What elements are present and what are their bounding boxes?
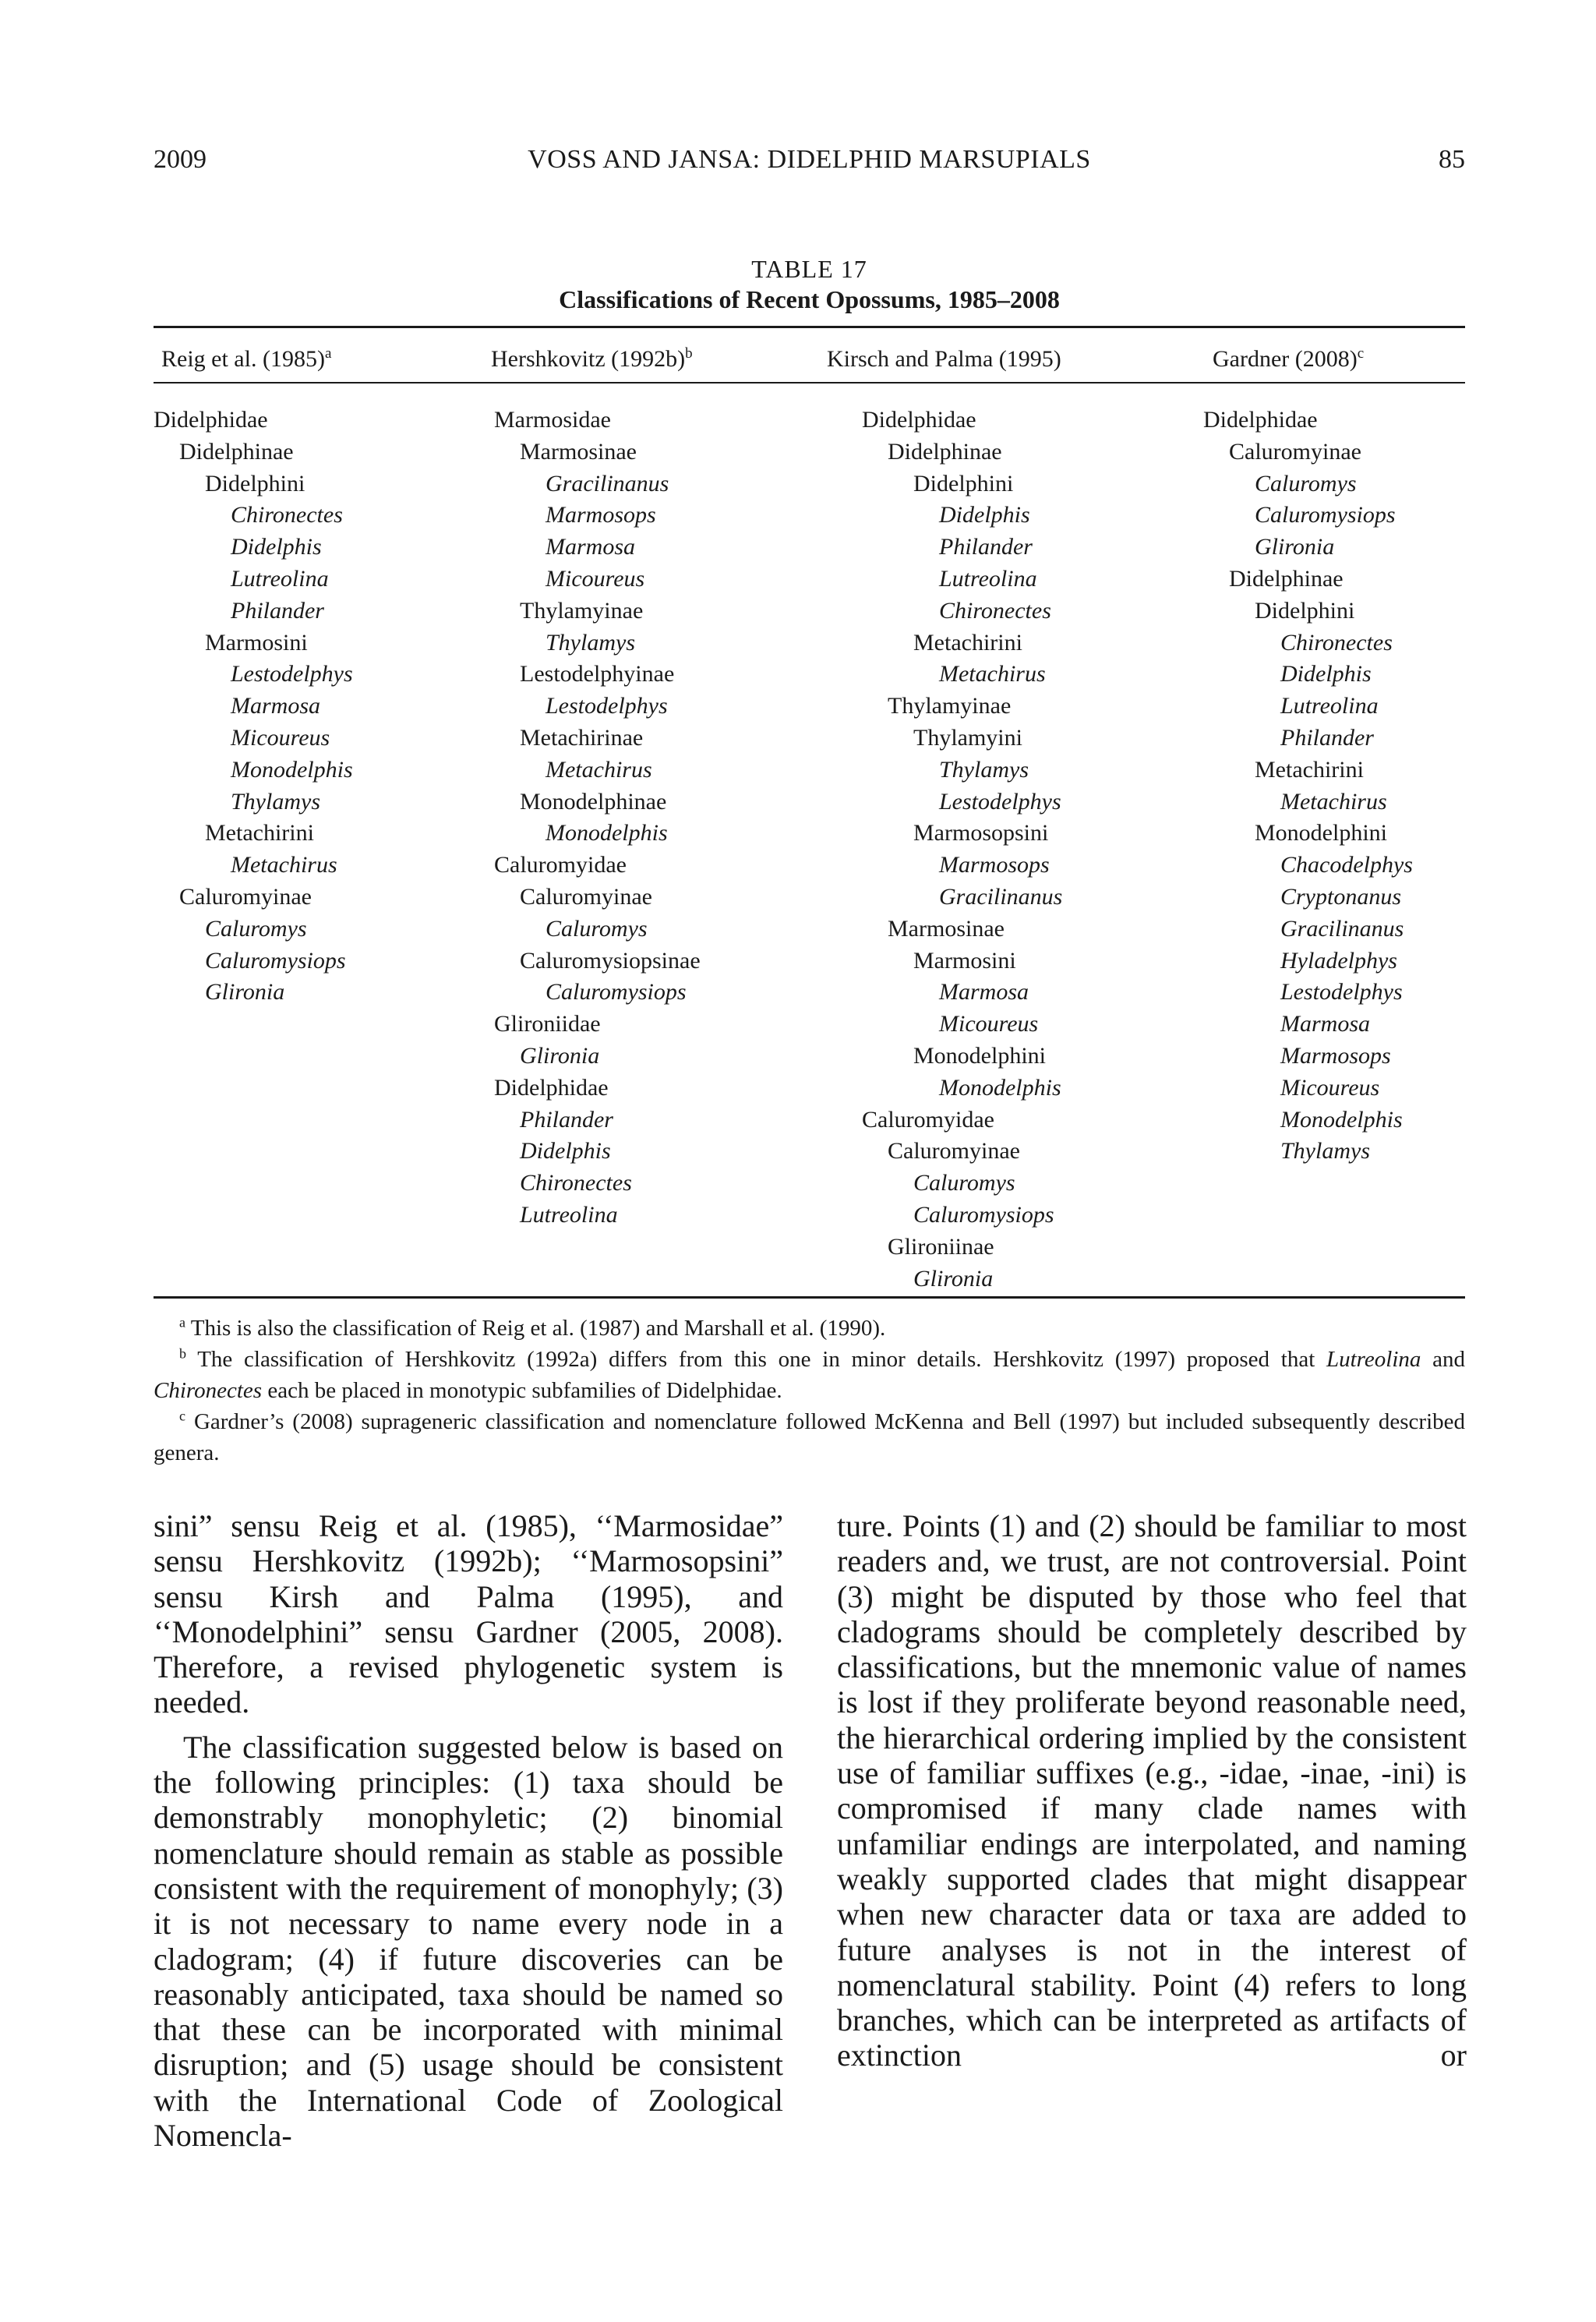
footnote-b: $^b$ The classification of Hershkovitz (1992a) differs from this one in minor details. Hershkovitz (1997) proposed that Lutreolina and Chironectes each be placed in monotypic subfamilies of Didelphidae.	[154, 1345, 1465, 1403]
column-header-kirsch-palma: Kirsch and Palma (1995)	[827, 346, 1061, 372]
table-cell: Metachirini	[1255, 756, 1364, 783]
table-cell: Thylamys	[546, 629, 635, 656]
table-cell: Marmosa	[546, 534, 636, 560]
table-cell: Thylamyini	[913, 724, 1022, 751]
table-cell: Caluromys	[546, 915, 648, 942]
table-cell: Metachirinae	[520, 724, 644, 751]
table-cell: Lutreolina	[1280, 693, 1379, 719]
column-header-reig: Reig et al. $(1985)^a$	[161, 345, 332, 372]
table-cell: Caluromyinae	[520, 883, 652, 910]
table-cell: Thylamys	[939, 756, 1029, 783]
table-cell: Glironiinae	[888, 1233, 994, 1260]
footnote-c: $^c$ Gardner’s (2008) suprageneric classification and nomenclature followed McKenna and Bell (1997) but included subsequently described genera.	[154, 1408, 1465, 1465]
table-cell: Caluromyidae	[494, 852, 627, 878]
column-header-gardner: Gardner $(2008)^c$	[1213, 345, 1365, 372]
table-cell: Didelphini	[1255, 597, 1355, 624]
table-cell: Lestodelphys	[939, 788, 1061, 815]
table-cell: Didelphis	[520, 1138, 611, 1165]
table-cell: Marmosidae	[494, 407, 611, 433]
table-cell: Glironia	[205, 979, 285, 1005]
table-cell: Didelphinae	[888, 438, 1002, 465]
column-header-hershkovitz: Hershkovitz $(1992b)^b$	[491, 345, 693, 372]
table-cell: Didelphis	[231, 534, 322, 560]
table-cell: Glironia	[913, 1265, 994, 1292]
table-cell: Didelphini	[205, 470, 305, 497]
table-cell: Glironia	[1255, 534, 1335, 560]
table-cell: Metachirini	[205, 820, 314, 846]
table-cell: Chironectes	[520, 1170, 632, 1196]
page-number: 85	[1439, 145, 1465, 174]
table-cell: Caluromys	[205, 915, 307, 942]
table-column-hershkovitz	[494, 405, 701, 1232]
table-cell: Lutreolina	[520, 1201, 618, 1228]
table-cell: Monodelphini	[1255, 820, 1387, 846]
table-cell: Philander	[939, 534, 1033, 560]
table-column-kirsch-palma	[862, 405, 1062, 1295]
table-cell: Metachirini	[913, 629, 1022, 656]
table-cell: Metachirus	[546, 756, 652, 783]
table-cell: Marmosops	[939, 852, 1050, 878]
table-cell: Marmosa	[939, 979, 1029, 1005]
table-cell: Marmosops	[546, 502, 656, 528]
footnote-a: $^a$ This is also the classification of Reig et al. (1987) and Marshall et al. (1990).	[179, 1314, 886, 1341]
table-cell: Philander	[1280, 724, 1374, 751]
table-cell: Micoureus	[1280, 1074, 1380, 1101]
table-bottom-rule	[154, 1296, 1465, 1299]
table-cell: Thylamys	[231, 788, 320, 815]
table-cell: Marmosops	[1280, 1042, 1391, 1069]
table-cell: Philander	[520, 1106, 613, 1133]
table-cell: Marmosa	[1280, 1011, 1371, 1037]
body-paragraph: ture. Points (1) and (2) should be familiar to most readers and, we trust, are not controversial. Point (3) might be disputed by those who feel that cladograms should be completely described by classifications, but the mnemonic value of names is lost if they proliferate beyond reasonable need, the hierarchical ordering implied by the consistent use of familiar suffixes (e.g., -idae, -inae, -ini) is compromised if many clade names with unfamiliar endings are interpolated, and naming weakly supported clades that might disappear when new character data or taxa are added to future analyses is not in the interest of nomenclatural stability. Point (4) refers to long branches, which can be interpreted as artifacts of extinction or	[837, 1508, 1467, 2073]
table-cell: Didelphis	[1280, 661, 1372, 687]
table-header-rule	[154, 382, 1465, 383]
table-cell: Didelphis	[939, 502, 1030, 528]
table-column-gardner	[1203, 405, 1413, 1168]
table-cell: Didelphini	[913, 470, 1014, 497]
table-top-rule	[154, 326, 1465, 328]
table-cell: Caluromyinae	[888, 1138, 1020, 1165]
table-cell: Lutreolina	[939, 565, 1037, 592]
table-cell: Didelphidae	[862, 407, 976, 433]
table-cell: Didelphinae	[179, 438, 294, 465]
table-cell: Caluromyidae	[862, 1106, 994, 1133]
table-cell: Hyladelphys	[1280, 947, 1397, 974]
table-cell: Didelphidae	[154, 407, 268, 433]
table-cell: Metachirus	[231, 852, 337, 878]
table-cell: Metachirus	[939, 661, 1046, 687]
table-cell: Gracilinanus	[939, 883, 1063, 910]
body-column-right	[837, 1508, 1467, 2073]
table-cell: Glironiidae	[494, 1011, 601, 1037]
table-cell: Marmosini	[913, 947, 1016, 974]
table-cell: Caluromyinae	[179, 883, 312, 910]
table-cell: Caluromyinae	[1229, 438, 1361, 465]
table-cell: Lutreolina	[231, 565, 329, 592]
table-cell: Caluromysiops	[546, 979, 687, 1005]
table-cell: Micoureus	[939, 1011, 1039, 1037]
table-cell: Monodelphis	[546, 820, 668, 846]
table-cell: Lestodelphyinae	[520, 661, 675, 687]
running-head	[154, 145, 1465, 182]
table-cell: Caluromys	[913, 1170, 1015, 1196]
table-column-reig	[154, 405, 353, 1009]
body-column-left	[154, 1508, 783, 2153]
table-cell: Monodelphis	[939, 1074, 1061, 1101]
table-cell: Chacodelphys	[1280, 852, 1413, 878]
table-cell: Marmosa	[231, 693, 321, 719]
table-cell: Didelphidae	[1203, 407, 1318, 433]
table-cell: Thylamyinae	[520, 597, 644, 624]
table-cell: Lestodelphys	[1280, 979, 1403, 1005]
table-cell: Monodelphinae	[520, 788, 667, 815]
table-caption: Classifications of Recent Opossums, 1985–2008	[559, 285, 1060, 313]
table-cell: Lestodelphys	[231, 661, 353, 687]
table-footnotes	[154, 1313, 1465, 1468]
table-cell: Philander	[231, 597, 324, 624]
table-cell: Chironectes	[231, 502, 343, 528]
table-cell: Didelphinae	[1229, 565, 1344, 592]
table-cell: Chironectes	[939, 597, 1051, 624]
table-cell: Caluromys	[1255, 470, 1357, 497]
table-cell: Caluromysiops	[1255, 502, 1396, 528]
running-head-title: VOSS AND JANSA: DIDELPHID MARSUPIALS	[528, 145, 1091, 174]
table-cell: Monodelphis	[231, 756, 353, 783]
table-cell: Thylamys	[1280, 1138, 1370, 1165]
body-paragraph: The classification suggested below is based on the following principles: (1) taxa should be demonstrably monophyletic; (2) binomial nomenclature should remain as stable as possible consistent with the requirement of monophyly; (3) it is not necessary to name every node in a cladogram; (4) if future discoveries can be reasonably anticipated, taxa should be named so that these can be incorporated with minimal disruption; and (5) usage should be consistent with the International Code of Zoological Nomencla-	[154, 1729, 783, 2154]
table-cell: Cryptonanus	[1280, 883, 1402, 910]
table-cell: Metachirus	[1280, 788, 1387, 815]
table-cell: Lestodelphys	[546, 693, 668, 719]
table-cell: Marmosinae	[520, 438, 637, 465]
table-cell: Marmosinae	[888, 915, 1005, 942]
table-label: TABLE 17	[751, 255, 867, 283]
table-cell: Monodelphis	[1280, 1106, 1403, 1133]
table-cell: Caluromysiopsinae	[520, 947, 701, 974]
table-cell: Chironectes	[1280, 629, 1393, 656]
table-cell: Micoureus	[546, 565, 645, 592]
running-head-year: 2009	[154, 145, 207, 174]
body-paragraph: sini” sensu Reig et al. (1985), ‘‘Marmosidae” sensu Hershkovitz (1992b); ‘‘Marmosopsini” sensu Kirsh and Palma (1995), and ‘‘Monodelphini” sensu Gardner (2005, 2008). Therefore, a revised phylogenetic system is needed.	[154, 1508, 783, 1720]
table-cell: Monodelphini	[913, 1042, 1046, 1069]
table-cell: Gracilinanus	[546, 470, 669, 497]
table-cell: Caluromysiops	[205, 947, 346, 974]
table-cell: Glironia	[520, 1042, 600, 1069]
table-cell: Marmosopsini	[913, 820, 1049, 846]
table-cell: Thylamyinae	[888, 693, 1012, 719]
table-cell: Didelphidae	[494, 1074, 609, 1101]
table-cell: Marmosini	[205, 629, 308, 656]
table-cell: Gracilinanus	[1280, 915, 1404, 942]
table-cell: Micoureus	[231, 724, 330, 751]
table-cell: Caluromysiops	[913, 1201, 1054, 1228]
